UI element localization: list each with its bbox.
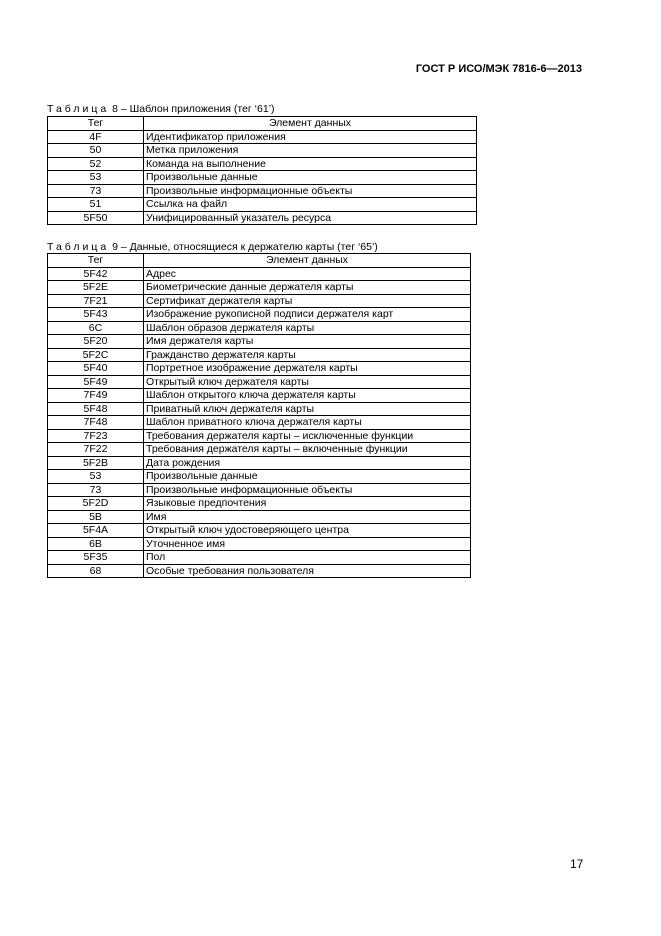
table-row: [48, 416, 471, 430]
element-cell: Шаблон открытого ключа держателя карты: [144, 389, 471, 403]
tag-cell: 5F4A: [48, 524, 144, 538]
element-cell: Шаблон приватного ключа держателя карты: [144, 416, 471, 430]
tag-cell: 7F48: [48, 416, 144, 430]
element-cell: Открытый ключ удостоверяющего центра: [144, 524, 471, 538]
table-row: [48, 429, 471, 443]
page-number: 17: [570, 857, 584, 871]
table-9-caption: [47, 241, 378, 253]
table-row: [48, 184, 477, 198]
tag-cell: 5F43: [48, 308, 144, 322]
element-cell: Шаблон образов держателя карты: [144, 321, 471, 335]
element-cell: Команда на выполнение: [144, 157, 477, 171]
table-row: [48, 335, 471, 349]
tag-cell: 7F21: [48, 294, 144, 308]
element-cell: Произвольные информационные объекты: [144, 184, 477, 198]
element-cell: Особые требования пользователя: [144, 564, 471, 578]
table-row: [48, 267, 471, 281]
element-cell: Изображение рукописной подписи держателя карт: [144, 308, 471, 322]
table-row: [48, 348, 471, 362]
element-cell: Требования держателя карты – исключенные функции: [144, 429, 471, 443]
tag-cell: 5F2D: [48, 497, 144, 511]
tag-cell: 5F35: [48, 551, 144, 565]
element-cell: Портретное изображение держателя карты: [144, 362, 471, 376]
element-cell: Имя держателя карты: [144, 335, 471, 349]
tag-cell: 53: [48, 171, 144, 185]
table-9-caption-word: Таблица: [47, 241, 110, 253]
element-cell: Адрес: [144, 267, 471, 281]
element-cell: Гражданство держателя карты: [144, 348, 471, 362]
table-row: [48, 510, 471, 524]
tag-cell: 5F2B: [48, 456, 144, 470]
table-9-header-element: Элемент данных: [144, 254, 471, 268]
tag-cell: 5F2C: [48, 348, 144, 362]
table-row: [48, 308, 471, 322]
tag-cell: 73: [48, 184, 144, 198]
element-cell: Унифицированный указатель ресурса: [144, 211, 477, 225]
element-cell: Требования держателя карты – включенные функции: [144, 443, 471, 457]
element-cell: Ссылка на файл: [144, 198, 477, 212]
tag-cell: 4F: [48, 130, 144, 144]
tag-cell: 5B: [48, 510, 144, 524]
tag-cell: 5F20: [48, 335, 144, 349]
table-row: [48, 483, 471, 497]
table-8-header-element: Элемент данных: [144, 117, 477, 131]
tag-cell: 51: [48, 198, 144, 212]
table-row: [48, 362, 471, 376]
element-cell: Имя: [144, 510, 471, 524]
table-row: [48, 470, 471, 484]
table-9-header-row: [48, 254, 471, 268]
element-cell: Биометрические данные держателя карты: [144, 281, 471, 295]
table-9: [47, 253, 471, 578]
table-9-header-tag: Тег: [48, 254, 144, 268]
tag-cell: 7F23: [48, 429, 144, 443]
table-row: [48, 198, 477, 212]
tag-cell: 6C: [48, 321, 144, 335]
element-cell: Пол: [144, 551, 471, 565]
tag-cell: 5F42: [48, 267, 144, 281]
table-row: [48, 537, 471, 551]
element-cell: Идентификатор приложения: [144, 130, 477, 144]
tag-cell: 73: [48, 483, 144, 497]
table-row: [48, 321, 471, 335]
table-row: [48, 389, 471, 403]
table-row: [48, 281, 471, 295]
tag-cell: 5F2E: [48, 281, 144, 295]
tag-cell: 68: [48, 564, 144, 578]
table-row: [48, 294, 471, 308]
tag-cell: 7F49: [48, 389, 144, 403]
table-row: [48, 564, 471, 578]
element-cell: Дата рождения: [144, 456, 471, 470]
element-cell: Приватный ключ держателя карты: [144, 402, 471, 416]
element-cell: Сертификат держателя карты: [144, 294, 471, 308]
table-row: [48, 375, 471, 389]
table-8-caption: [47, 103, 275, 115]
table-9-caption-text: – Данные, относящиеся к держателю карты (тег ‘65’): [120, 241, 378, 253]
table-8-caption-text: – Шаблон приложения (тег ‘61’): [120, 103, 275, 115]
element-cell: Произвольные информационные объекты: [144, 483, 471, 497]
element-cell: Произвольные данные: [144, 171, 477, 185]
table-row: [48, 402, 471, 416]
table-9-body: [48, 267, 471, 578]
tag-cell: 5F49: [48, 375, 144, 389]
table-8-caption-number: 8: [112, 103, 118, 115]
tag-cell: 5F40: [48, 362, 144, 376]
element-cell: Языковые предпочтения: [144, 497, 471, 511]
table-row: [48, 211, 477, 225]
element-cell: Метка приложения: [144, 144, 477, 158]
table-8-header-row: [48, 117, 477, 131]
tag-cell: 52: [48, 157, 144, 171]
element-cell: Уточненное имя: [144, 537, 471, 551]
element-cell: Открытый ключ держателя карты: [144, 375, 471, 389]
table-9-caption-number: 9: [112, 241, 118, 253]
table-row: [48, 130, 477, 144]
tag-cell: 50: [48, 144, 144, 158]
tag-cell: 6B: [48, 537, 144, 551]
table-8-body: [48, 130, 477, 225]
table-row: [48, 157, 477, 171]
table-8-header-tag: Тег: [48, 117, 144, 131]
table-row: [48, 171, 477, 185]
table-row: [48, 456, 471, 470]
element-cell: Произвольные данные: [144, 470, 471, 484]
standard-header: ГОСТ Р ИСО/МЭК 7816-6—2013: [415, 63, 582, 75]
tag-cell: 53: [48, 470, 144, 484]
table-8-caption-word: Таблица: [47, 103, 110, 115]
table-8: [47, 116, 477, 225]
table-row: [48, 443, 471, 457]
table-row: [48, 144, 477, 158]
tag-cell: 7F22: [48, 443, 144, 457]
tag-cell: 5F48: [48, 402, 144, 416]
table-row: [48, 497, 471, 511]
table-row: [48, 551, 471, 565]
tag-cell: 5F50: [48, 211, 144, 225]
table-row: [48, 524, 471, 538]
